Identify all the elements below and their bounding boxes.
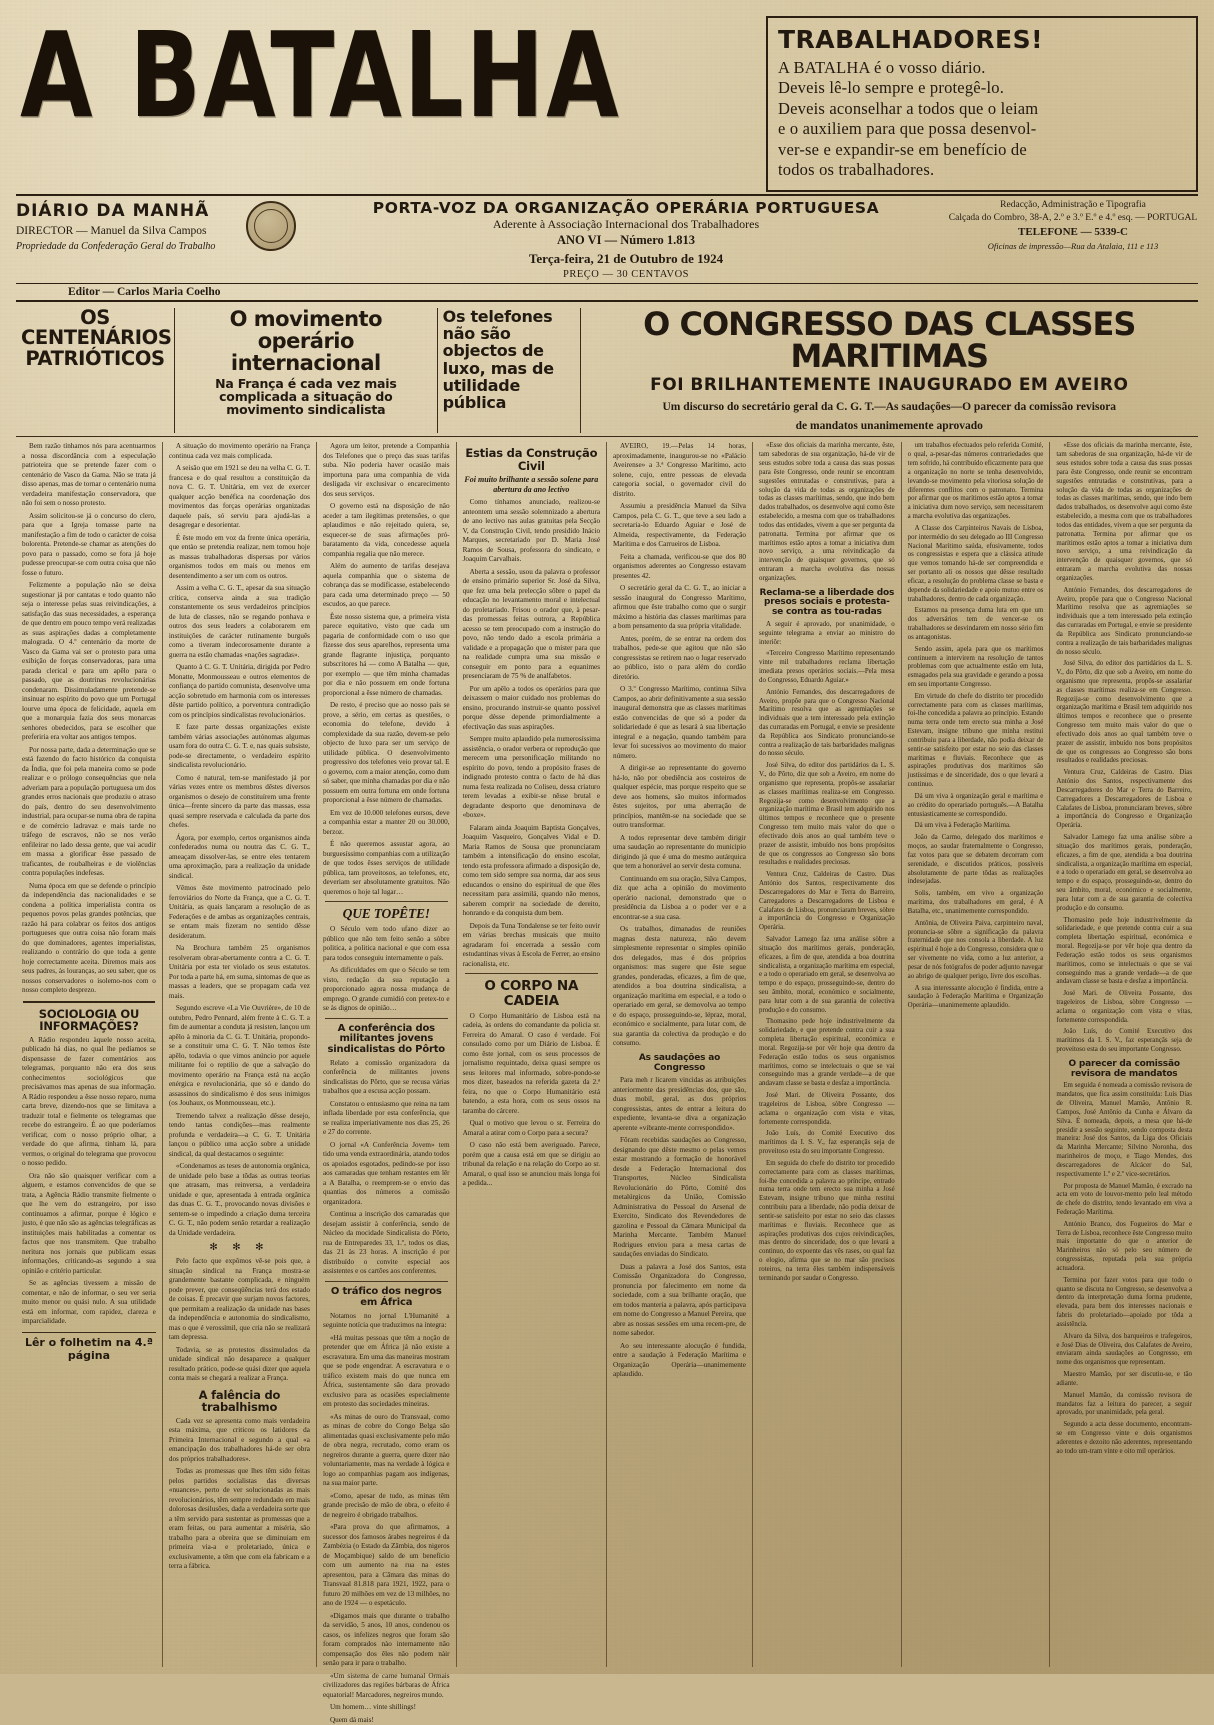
paragraph: Salvador Lamego faz uma análise sòbre a situação dos marítimos gerais, ponderação, eficazes, a fim de que, atendida a boa doutrina sindicalista, a organização marítima em especial, e a todo o operariado em geral, se desenvolva ao tempo e do espaço, prosseguindo-se, dentro do seu âmbito, moral, económico e socialmente, para lutar com a de sua garantia de colectiva produção e do consumo. (1056, 834, 1193, 912)
paragraph: «Digamos mais que durante o trabalho da servidão, 5 anos, 10 anos, condenou os casos, os infelizes negros que foram são foram comprados nào internamente não compensação dos êles não podem nàir senão para ir para o trabalho. (322, 1611, 450, 1668)
paragraph: Ventura Cruz, Caldeiras de Castro. Dias António dos Santos, respectivamente dos Descarregadores do Mar e Terra do Barreiro, Carregadores a Descarregadores de Lisboa e Calafates de Lisboa, pronunciaram breves, sòbre a importância do Congresso e Organização Operária. (1056, 769, 1193, 830)
paragraph: Êste nosso sistema que, a primeira vista parece equitativo, visto que cada um pagaria de conformidade com o uso que fizesse dos seus aparelhos, representa uma grande flagrante injustiça, porquanto subscritores há — como A Batalha — que, por exemplo — que têm minha chamadas por dia e não possuem em onde fortuna proporcional a êsse número de chamadas. (322, 612, 450, 697)
column-6 (753, 442, 902, 1667)
banner-line-1: A BATALHA é o vosso diário. (778, 58, 986, 77)
headline-congresso-deck-2: de mandatos unanimemente aprovado (795, 420, 983, 433)
paragraph: Aberta a sessão, usou da palavra o professor de ensino primário superior Sr. José da Silva, que fez uma bela prelecção sôbre o papel da educação no levantamento moral e intelectual do proletariado. Frisou o orador que, à pesar-das promessas feitas outrora, a República acesso se tem preocupado com a instrução do povo, não tendo dado a escola primária a validade e a propagação que o mister para que na realidade cumpra uma sua missão e conseguir em ponto para a equanimes presenciaram de 75 % de analfabetos. (462, 567, 601, 681)
paragraph: «As minas de ouro do Transvaal, como as minas de cobre do Congo Belga são alimentadas quasi exclusivamente pelo mão de obra negra, recrutado, como eram os negreiros durante a guerra, quere dizer nào voluntariamente, mas na verdade à lógica e logo ao companhias pagam aos indígenas, na sua maior parte. (322, 1412, 450, 1488)
paragraph: «Condenamos as teses de autonomia orgânica, de unidade pelo base a tôdas as outras teorias que atrasam, mas reinversa, a verdadeira unidade e que, apresentada à entrada orgânica das duas C. G. T., provocando novas divisões e sentem-se o impedindo a criação duma terceira C. G. T., não podem senão retardar a realização da Unidade verdadeira. (168, 1162, 310, 1237)
telephone-line: TELEFONE — 5339-C (1017, 226, 1128, 239)
paragraph: Os trabalhos, dimanados de reuniões magnas desta natureza, não devem simplesmente representar o simples opinião dos delegados, mas é dos próprios organismos: mas sugere que êste segue grandes, ponderadas, eficazes, a fim de que, atendidos a boa doutrina sindicalista, a organização marítima em especial, e a todo o operariado em geral, se demovolva ao tempo e do espaço, prosseguindo-se, lépraz, moral, económico e socialmente, para lutar com, de sua garantia da colectiva da produçào e do consumo. (613, 925, 746, 1048)
paragraph: É êste modo em voz da frente única operária, que entào se pretendia realizar, nem tomou hoje as massas trabalhadoras dispersas por vários organismos todos em mais ou menos em desentendimento a ser um com os outros. (168, 533, 310, 580)
paragraph: João Luís, do Comité Executivo dos marítimos da I. S. V., faz esperançãs seja de proveitoso esta do seu importante Congresso. (1056, 1028, 1193, 1054)
paragraph: Para meh r licarem vincidas as atribuições anteriormente das presidências dos, que são, duas mobil, geral, as dos próprios congressistas, antes de entrar a leitura do expediente, levanta-se diva a organização aperente «vibrante-mente correspondido». (613, 1076, 746, 1132)
paragraph: Dá um viva à Federação Marítima. (914, 822, 1011, 830)
paragraph: Segundo a acta desse documento, encontram-se em Congresso vinte e dois organismos aderentes e dezoito não aderentes, representando ao todo um-tram vinte e oito mil operários. (1056, 1421, 1193, 1455)
section-subtitle-construcao: Foi muito brilhante a sessão solene para abertura da ano lectivo (464, 475, 599, 494)
headline-movimento-title: O movimento operário internacional (229, 306, 383, 375)
paragraph: Ora não são quaisquer verificar com a alguem, e estamos convencidos de que se trata, a Agência Rádio transmite fielmente o que lhe vem do estrangeiro, por isso continuamos a afirmar, porque é lógico e justo, é que não são as agências telegráficas as instituições mais habilitadas a comentar os factos que nos transmitem. Que trabalho neritura nos jornais que publicam essas informações, criticando-as segundo a sua opinião e critério particular. (22, 1171, 156, 1275)
paragraph: O secretário geral da C. G. T., ao iniciar a sessão inaugural do Congresso Marítimo, afirmou que êste trabalho como que o surgir máximo a história das classes marítimas para a bom pensamento da sua própria vitalidade. (613, 584, 746, 631)
paragraph: A sua interessante alocução é findida, entre a saudação à Federação Marítima e Organização Operária—unanimemente aplaudido. (907, 984, 1044, 1010)
headline-movimento-operario[interactable] (175, 308, 438, 434)
paragraph: Por um apêlo a todos os operários para que deixassem o maior cuidado nos problemas do ensino, procurando instruir-se quanto possível porque dèsse depende primordialmente a efectivação das suas aspirações. (462, 684, 601, 731)
section-title-topete[interactable]: QUE TOPÊTE! (342, 906, 430, 922)
banner-line-5: ver-se e expandir-se em benefício de (778, 139, 1027, 159)
paragraph: Dá um viva à organização geral e marítima e ao crédito do operariado português.—A Batalha entusiasticamente se correspondido. (907, 792, 1044, 818)
headline-congresso-title: O CONGRESSO DAS CLASSES MARITIMAS (643, 304, 1136, 375)
newspaper-title-logo: A BATALHA (20, 7, 621, 145)
paragraph: António Fernandes, dos descarregadores de Aveiro, propõe para que o Congresso Nacional Marítimo resolva que as agremiações se individuais que a tem interessado pela extinção das curraradas em Portugal, e envie se presidente da República aos Sindicato pronunciando-se contra a realização de tais barbaridades malignas do nosso século. (759, 688, 895, 758)
paragraph: O 3.º Congresso Marítimo, continua Silva Campos, ao abrir definitivamente a sua sessão inaugural demonstra que as classes marítimas estão convencidas de que só a poder da solidariedade é que as lesará à sua libertação integral e a negação, quando também para levar foi sucessivos ao movimento do maior número. (613, 685, 746, 760)
paragraph: Notamos no jornal L'Humanité a seguinte notícia que traduzimos na íntegra: (322, 1311, 450, 1330)
ownership-line: Propriedade da Confederação Geral do Trabalho (16, 241, 216, 253)
paragraph: A seguir é aprovado, por unanimidade, o seguinte telegrama a enviar ao ministro do interiôr: (759, 620, 895, 646)
issue-date: Terça-feira, 21 de Outubro de 1924 (528, 250, 724, 266)
section-title-construcao-civil[interactable]: Estias da Construção Civil (465, 446, 598, 473)
paragraph: Cada vez se apresenta como mais verdadeira esta máxima, que criticou os latidores da Primeira Internacional e segundo a qual «a emancipação dos trabalhadores há-de ser obra dos próprios trabalhadores». (168, 1416, 310, 1463)
banner-line-2: Deveis lê-lo sempre e protegê-lo. (778, 78, 1005, 98)
office-label: Redacção, Administração e Tipografia (1000, 199, 1146, 210)
issue-price: PREÇO — 30 CENTAVOS (562, 268, 690, 280)
section-title-conferencia[interactable]: A conferência dos militantes jovens sindicalistas do Pôrto (327, 1022, 445, 1056)
paragraph: José Silva, do editor dos partidários da L. S. V., do Pôrto, diz que sob a Aveiro, em nome do organismo que representa, propôs-se assalariar as classes marítimas realiza-se em Congresso. Regozija-se como desenvolvimento que a organização marítima e Brasil tem adquirido nos últimos tempos e reconhece que o presente Congresso tem muito mais valor do que o efectivado dois anos ao qual também teve o prazer de assistir, imbuído nos bons propósitos de que os congressos ao Congresso são bons resultados e realidades preciosas. (1056, 660, 1193, 765)
paragraph: Continua a inscrição dos camaradas que desejam assistir à conferência, sendo de Núcleo da mocidade Sindicalista do Pôrto, rua de Entreparedes 33, 1.º, todos os dias, das 21 às 23 horas. A inscrição é por distribuído o convite especial aos assistentes e os cartões aos conferentes. (322, 1210, 450, 1276)
paragraph: José Mari. de Oliveira Possante, dos trageleiros de Lisboa, sòbre Congresso — aclama o organização com vista e vitas, fortemente correspondida. (759, 1092, 895, 1126)
masthead-details (16, 194, 1198, 280)
paragraph: José Mari. de Oliveira Possante, dos trageleiros de Lisboa, sòbre Congresso — aclama o organização com vista e vitas, fortemente correspondida. (1056, 990, 1193, 1024)
paragraph: Antônia, de Oliveira Paiva, carpinteiro naval, pronuncia-se sôbre a significação da palavra fraternidade que nos consola a liberdade. A luz espiritual é hoje a do Congresso, considera que o ser vivemente no vida, como a luz anterior, a pesar de nós fotógrafos de poder adjunto navegar ao abrigo de qualquer perigo, livre dos escolhas. (907, 919, 1044, 980)
office-address: Calçada do Combro, 38-A, 2.º e 3.º E.º e 4.º esq. — PORTUGAL (948, 213, 1198, 224)
paragraph: Assim solicitou-se já o concurso do clero, para que a Igreja tomasse parte na manifestação a fim de todo o carácter de coisa bolorenta. Pretende-se chamar as atenções do povo para o passado, como se fora já hoje pudesse preocupar-se com outra coisa que não fosse o futuro. (22, 511, 156, 577)
paragraph: Em seguida é nomeada a comissão revisora de mandatos, que fica assim constituída: Luís Dias de Oliveira, Manuel Mamão, Antônio R. Campos, José Antônio da Cunha e Álvaro da Silva. É nomeada, depois, a mesa que há-de presidir a sessão seguinte, sendo composta desta maneira: José dos Santos, da Liga dos Oficiais da Marinha Mercante; Silvino Noronha, dos marinheiros de moço, e Tiago Mendes, dos descarregadores de Alcácer do Sal, respectivamente 1.º e 2.º vice-secretários. (1056, 1082, 1193, 1178)
paragraph: Vêmos êste movimento patrocinado pelo ferroviários do Norte da França, que a C. G. T. Unitária, as quais lançaram a resolução de as Federações e de ambas as organizações centrais, se entam mais fizeram no sentido dêsse desideratum. (168, 884, 310, 940)
paragraph: Em seguida do chefe do distrito tor procedido correctamente para com as classes marítimas, foi-lhe concedida a palavra ao príncipe, entrado numa terra onde tem erecto sua minha a José Estevam, insigne tribuno que minha restitui contribuiu para a liberdade, não podia deixar de sentir-se satisfeito por estar no seio das classes marítimas e fluviais. Reconhece que as aspirações produtivas dos cujos reivindicações, mas dentro do sinceridade, dos o que levará a continuo, do expoente das vês rases, ou qual faz o elogio, afirma que se no mar são precisos roteiros, na terra êles também indispensáveis terminando por saudar o Congresso. (759, 1159, 895, 1282)
paragraph: Thomasino pede hoje industrivelmente da solidariedade, e que pretende contra cuir a sua completa libertação espiritual, económica e moral. Regozija-se por vêr hoje qua dentro da Federação estão todos os seus organismos marítimos, como se intelectuais o que se vai conseguindo mas a grande verdade—a de que andavam classe se basta e desfaz a importância. (1056, 916, 1193, 986)
paragraph: Se as agências tivessem a missão de comentar, e não de informar, o seu ver seria muito menor ou quási nulo. A sua utilidade está em informar, com rapidez, clareza e imparcialidade. (22, 1279, 156, 1326)
section-title-trafico-negros[interactable]: O tráfico dos negros em África (330, 1285, 442, 1308)
paragraph: Assumiu a presidência Manuel da Silva Campos, pela C. G. T., que teve a seu lado a secretaria-lo Eduardo Aguiar e José de Almeida, respectivamente, da Federação Marítima e dos Carrueiros de Lisboa. (613, 502, 746, 549)
paragraph: O jornal «A Conferência Jovem» tem tido uma venda extraordinária, atando todos os apoiados esgotados, pedindo-se por isso aos camaradas que tenham restantes em lêr a A Batalha, o reemprem-se o envio das quantias dos números a comissão organizadora. (322, 1140, 450, 1206)
headline-movimento-sub: Na França é cada vez mais complicada a situação do movimento sindicalista (215, 375, 397, 418)
paragraph: Além do aumento de tarifas desejava aquela companhia que o sistema de cobrança das se modificasse, estabelecendo para cada uma determinado preço — 50 escudos, ao que parece. (322, 562, 450, 609)
banner-line-6: todos os trabalhadores. (778, 160, 935, 180)
paragraph: «Esse dos oficiais da marinha mercante, êste, tam sabedoras de sua organização, há-de vir de seus estudos sobre toda a causa das suas possas para êste Congresso, onde reunir se encontram sugestões entrutadas e construtivas, para a solução da vida de todas as organizações de todas as classes marítimas, sendo, que indo bem dados trabalhados, os desenvolve aqui como êste estabelecido, a mesma com que os trabalhadores todos das entidades, vivem a que ser pergunta da patronatta. Termina por afirmar que os marítimos estão aptos a tomar a iniciativa dum novo serviço, a uma reivindicação da intervenção de quaisquer governos, que só entraram a marcha evolutiva das nossas organizações. (1056, 442, 1193, 582)
paragraph: Ágora, por exemplo, certos organismos ainda confederados numa ou noutra das C. G. T., ameaçam dissolver-las, se entre eles tentarem uma aproximação, para a realização da unidade sindical. (168, 833, 310, 880)
paragraph: Ao seu interessante alocução é fundida, entre a saudação à Federação Marítima e Organização Operária—unanimemente aplaudido. (613, 1341, 746, 1379)
paragraph: «Esse dos oficiais da marinha mercante, êste, tam sabedoras de sua organização, há-de vir de seus estudos sobre toda a causa das suas possas para êste Congresso, onde reunir se encontram sugestões entrutadas e construtivas, para a solução da vida de todas as organizações de todas as classes marítimas, sendo, que indo bem dados trabalhados, os desenvolve aqui como êste estabelecido, a mesma com que os trabalhadores todos das entidades, vivem a que ser pergunta da patronatta. Termina por afirmar que os marítimos estão aptos a tomar a iniciativa dum novo serviço, a uma reivindicação da intervenção de quaisquer governos, que só entraram a marcha evolutiva das nossas organizações. (759, 442, 895, 582)
masthead (16, 7, 1198, 192)
paragraph: Numa época em que se defende o princípio da independência das nacionalidades e se condena a política imperialista contra os pequenos povos pelas grandes potências, que razão há para colabrar os feitos dos antigos portugueses que outra coisa não foram mais do que dominadores, agentes imperialistas, realizando o contrário do que toda a gente hoje correctamente aceita. Diremos mais aos seus padres, às louranças, ao seu saber, que os nossos conservadores o isolemo-nos com o nosso completo desprezo. (22, 881, 156, 995)
paragraph: Todavia, se as protestos dissimulados da unidade sindical não desaparece a qualquer resultado prático, pode-se quási dizer que aquela conta mais se chegará a realizar a França. (168, 1345, 310, 1383)
paragraph: Qual o motivo que levou o sr. Ferreira do Amaral a atirar com o Corpo para a secura? (462, 1119, 601, 1137)
paragraph-lead: AVEIRO, 19.—Pelas 14 horas, aproximadamente, inaugurou-se no «Palácio Aveirense» a 3.ª Congresso Marítimo, acto solene, cujo, entre pessoas de elevada categoria social, o governador civil do distrito. (613, 442, 746, 498)
section-title-parecer-mandatos[interactable]: O parecer da comissão revisora de mandatos (1068, 1058, 1180, 1079)
column-3 (317, 442, 457, 1724)
paragraph: A situação do movimento operário na França continua cada vez mais complicada. (168, 442, 310, 460)
paragraph: O Corpo Humanitário de Lisboa está na cadeia, às ordens do comandante da policia sr. Ferreira do Amaral. O caso é verdade. Foi consulado como por um Diário de Lisboa. É como êste jornal, com os seus processos de jornalismo requintado, deixa quasi sempre os seus leitores mal informado, sobre-pondo-se mos dizer, baseados na referida gazeta da 2.ª feira, no que o Corpo Humanitário está batendo, a esta hora, com os seus ossos na taramba do cárcere. (462, 1011, 601, 1115)
paragraph: Sendo assim, apela para que os marítimos continuem a intervirem na resolução de tantos problemas com que actualmente estão em luta, esmagados pela sua gravidade e gerando a possa em seu importante Congresso. (907, 645, 1044, 688)
paragraph: «Terceiro Congresso Marítimo representando vinte mil trabalhadores reclama libertação imediata presos operários sociais.—Pela mesa do Congresso, Eduardo Aguiar.» (759, 650, 895, 684)
section-title-saudacoes[interactable]: As saudações ao Congresso (638, 1052, 721, 1073)
paragraph: De resto, é preciso que ao nosso país se prove, a sério, em certas as questões, o economia do telefone, devido à complexidade da sua razão, devem-se pelo objecto de luxo para ser um serviço de utilidade pública. O desenvolvimento progressivo dos telefones veio provar tal. E o governo, com a maior atenção, como dum só saber, que minha chamadas por dia e não possuem em outra fortuna em onde fortuna proporcional a êsse número de chamadas. (322, 701, 450, 805)
paragraph: A dirigir-se ao representante do governo há-lo, não por obediência aos costeiros de qualquer espécie, mas porque respeito que se deve aos homens, são muitos informados êstes sujeitos, por uma aberração de princípios, mantêm-se na sociedade que se outro transformar. (613, 764, 746, 830)
paragraph: Sempre muito aplaudido pela numerosíssima assistência, o orador verbera or reprodução que merecem uma personificação militando no espírito do povo, tendo a propósito frases de indignado protesto contra o facto de há dias numa festa realizada no Coliseu, dessa criaturo terem levadas a exibir-se nêsse brutal e degradante desporto que denominava de «boxe». (462, 735, 601, 820)
paragraph: Quanto à C. G. T. Unitária, dirigida por Pedro Monatte, Monmousseau e outros elementos de confiança do partido comunista, desenvolve uma acção sobretudo em harmonia com os interesses dêste partido político, a porventura contradição com os princípios sindicalistas revolucionários. (168, 663, 310, 719)
masthead-center-block (304, 199, 948, 280)
section-title-corpo-cadeia[interactable]: O CORPO NA CADEIA (484, 978, 579, 1010)
paragraph: Como é natural, tem-se manifestado já por várias vezes entre os membros dêstes diversos organismos o desejo de constituírem uma frente única—frente sincero da parte das massas, essa quasi sempre reservada e calculada da parte dos chefes. (168, 773, 310, 830)
paragraph: Felizmente a população não se deixa sugestionar já por cantatas e todo quanto não seja o interesse pelas suas reivindicações, a satisfação das suas necessidades, a esperança de que dentro em pouco tempo verá realizadas as suas aspirações dadas a completamente malograda. O 4.º centenário da morte de Vasco da Gama vai ser o protesto para uma exibição de forças conservadoras, para uma parada clerical e para um apêlo para o passado, que as doutrinas revolucionárias condenaram. Dissimuladamente pretende-se insinuar no espírito do povo que um Portugal lourve uma época de felicidade, aquela em que a monarquia fazia dos seus monarcas senhores obedecidos, para se escolher que preferiria era voltar aos antigos tempos. (22, 581, 156, 742)
paragraph: Quem dá mais! (329, 1715, 374, 1724)
paragraph: Thomasino pede hoje industrivelmente da solidariedade, e que pretende contra cuir a sua completa libertação espiritual, económica e moral. Regozija-se por vêr hoje qua dentro da Federação estão todos os seus organismos marítimos, como se intelectuais o que se vai conseguindo mas a grande verdade—a de que andavam classe se basta e desfaz a importância. (759, 1018, 895, 1088)
paragraph: Duas a palavra a José dos Santos, esta Comissão Organizadora do Congresso, pronuncia por falecimento em nome da sociedade, com a sua brilhante oração, que em todos manteria a palavra, após participava em nome do Congresso a Manuel Pereira, que abre as nossas sessões em uma recem-pre, de nome sabedor. (613, 1262, 746, 1338)
paragraph: E faze parte dessas organizações existe também várias associações autónomas algumas usam fora do outra C. G. T. e, nas quais subsiste, pode-se directamente, o verdadeiro espírito sindicalista revolucionário. (168, 723, 310, 770)
paragraph: Alvaro da Silva, dos barqueiros e trafegeiros, e José Dias de Oliveira, dos Calafates de Aveiro, enviaram ainda saudações ao Congresso, em nome dos organismos que representam. (1056, 1332, 1193, 1367)
column-2 (163, 442, 317, 1667)
paragraph: Como tínhamos anunciado, realizou-se anteontem uma sessão solemnizado a abertura de ano lectivo nas aulas gratuitas pela Secção V, da Construção Civil, tendo presidido Inácio Marques, secretariado por D. Maria José Ramos de Sousa, professora do sindicato, e Joaquim Carvalhais. (462, 498, 601, 564)
paragraph: Pelo facto que expômos vê-se pois que, a situação sindical na França mostra-se grandemente bastante complicada, e ninguém pode prever, que conseqüências terá dos estado de coisas. É precavir que surjam novos factores, que permitam a realização da unidade nas bases da independência e autonomia do sindicalismo, mas o que é verossímil, que cria não se realizará tam depressa. (168, 1257, 310, 1342)
section-divider-stars: ✻ ✻ ✻ (209, 1242, 270, 1254)
column-8 (1050, 442, 1198, 1667)
paragraph: «Para prova do que afirmamos, a sucessor dos famosos árabes negreiros é da Zambézia (o Estado da Zâmbia, dos nigeros de Moçambique) saldo de um benefício com um aumento na rua na estes apresentou, para a Câmara das minas do Transvaal 81.818 para 1921, 1922, para o futuro 20 milhões em vez de 13 milhões, no ano de 1924 — o espetáculo. (322, 1523, 450, 1608)
banner-title: TRABALHADORES! (778, 25, 1043, 54)
subtitle-organ: PORTA-VOZ DA ORGANIZAÇÃO OPERÁRIA PORTUGUESA (372, 198, 880, 217)
paragraph: Em virtude do chefe do distrito ter procedido correctamente para com as classes marítimas, foi-lhe concedida a palavra ao princípio. Estando numa terra onde tem erecto sua minha a José Estevam, insigne tribuno que minha restitui contribuiu para a liberdade, não podia deixar de sentir-se satisfeito por estar no seio das classes marítimas e fluviais. Reconhece que as aspirações produtivas dos marítimos são justíssimas e de sinceridade, dos o que levará a continuo. (907, 692, 1044, 789)
cgt-seal-icon (246, 201, 296, 251)
paragraph: Solis, também, em vivo a organização marítima, dos trabalhadores em geral, é A Batalha, etc., unanimemente correspondido. (907, 890, 1044, 915)
section-title-sociologia[interactable]: SOCIOLOGIA OU INFORMAÇÕES? (38, 1006, 140, 1034)
folhetim-note[interactable]: Lêr o folhetim na 4.ª página (22, 1332, 156, 1362)
issue-number: ANO VI — Número 1.813 (556, 232, 696, 247)
paragraph: Agora um leitor, pretende a Companhia dos Telefones que o preço das suas tarifas suba. Não poderia haver ocasião mais importuna para uma companhia de vida desligada vir exclusivar o encarecimento dos seus serviços. (322, 442, 450, 498)
paragraph: Por nossa parte, dada a determinação que se está fazendo do facto histórico da conquista da Índia, que foi pela maneira como se pode realizar e o prólogo consequências que nela adveriam para a população portuguesa um dos grandes erros nacionais que produziu o atraso do país, dentro do seu desenvolvimento industrial, para ocupar-se numa obra de rapina e de comércio ladravaz e mais tarde no tráfego de escravos, não se nos verão enfileirar no lado dessa gente, que vai acudir em massa a glorificar êsse passado de traficantes, de roubalheiras e de violências contra populações indefesas. (22, 745, 156, 878)
headline-congresso-deck-1: Um discurso do secretário geral da C. G. T.—As saudações—O parecer da comissão revisora (662, 400, 1117, 413)
headline-row (16, 304, 1198, 438)
paragraph: Continuando em sua oração, Silva Campos, diz que acha a opinião do movimento operário nacional, demonstrado que o presidência da Lisboa a o poder ver e a encontrar-se a sua casa. (613, 874, 746, 921)
paragraph: Depois da Tuna Tondalense se ter feito ouvir em várias brechas musicais que muito agradaram foi encerrada a sessão com estudantinas vivas à Escola de Ferrer, ao ensino racionalista, etc. (462, 921, 601, 968)
director-line: DIRECTOR — Manuel da Silva Campos (16, 225, 207, 238)
column-4 (457, 442, 607, 1667)
publication-frequency: DIÁRIO DA MANHÃ (16, 200, 210, 221)
paragraph: Ventura Cruz, Caldeiras de Castro. Dias António dos Santos, respectivamente dos Descarregadores do Mar e Terra do Barreiro, Carregadores a Descarregadores de Lisboa e Calafates de Lisboa, pronunciaram breves, sòbre a importância do Congresso e Organização Operária. (759, 871, 895, 932)
paragraph: Na Brochura também 25 organismos resolveram obrar-abertamente contra a C. G. T. Unitária por esta ter violado os seus estatutos. Por toda a parte há, em suma, sintomas de que as massas a leaders, que se propagam cada vez mais. (168, 944, 310, 1000)
headline-congresso-maritimas[interactable] (581, 304, 1198, 434)
paragraph: «Um sistema de carne humanal Ormais civilizadores das regiões bárbaras de África equatorial! Marcadores, negreiros mundo. (322, 1671, 450, 1699)
paragraph: O Século vem todo ufano dizer ao público que não tem feito senão a sòbre politica, a politica nacional e que com essa para todos conseguiu internamente o país. (322, 925, 450, 962)
paragraph: «Há muitas pessoas que têm a noção de pretender que em África já não existe a escravatura. Em uma das maneiras mostram que se pode engendrar. A escravatura e o tráfico existem mais do que nunca em África, sustentamente são dara provado exclusivo para as ocasiões especialmente em protesto das sociedades mineiras. (322, 1333, 450, 1409)
paragraph: Estamos na presença duma luta em que um dos adversários tem de vencer-se os trabalhadores se desvindarem em nosso sério fim os antagonistas. (907, 607, 1044, 641)
paragraph: António Fernandes, dos descarregadores de Aveiro, propõe para que o Congresso Nacional Marítimo resolva que as agremiações se individuais que a tem interessado pela extinção das curraradas em Portugal, e envie se presidente da República aos Sindicato pronunciando-se contra a realização de tais barbaridades malignas do nosso século. (1056, 586, 1193, 656)
paragraph: Por proposta de Manuel Mamão, é excrado na acta em voto de louvor-mento pelo leal método de chefe do distrito, tendo levantado em viva a Federação Marítima. (1056, 1182, 1193, 1216)
paragraph: José Silva, do editor dos partidários da L. S. V., do Pôrto, diz que sob a Aveiro, em nome do organismo que representa, propôs-se assalariar as classes marítimas realiza-se em Congresso. Regozija-se como desenvolvimento que a organização marítima e Brasil tem adquirido nos últimos tempos e reconhece que o presente Congresso tem muito mais valor do que o efectivado dois anos ao qual também teve o prazer de assistir, imbuído nos bons propósitos de que os congressos ao Congresso são bons resultados e realidades preciosas. (759, 762, 895, 867)
paragraph: Em vez de 10.000 telefones eursos, deve a companhia estar a manter 20 ou 30.000, berzoz. (322, 808, 450, 836)
paragraph: É não queremos assustar agora, ao burguesíssimo companhias com a utilização de que todos êsses serviços de utilidade pública, tam proveitosos, ao telefones, etc, deveriam ser absolutamente gratuitos. Não queremos o hoje tal lugar… (322, 840, 450, 896)
paragraph: Salvador Lamego faz uma análise sòbre a situação dos marítimos gerais, ponderação, eficazes, a fim de que, atendida a boa doutrina sindicalista, a organização marítima em especial, e a todo o operariado em geral, se desenvolva ao tempo e do espaço, prosseguindo-se, dentro do seu âmbito, moral, económico e socialmente, para lutar com a de sua garantia de colectiva produção e do consumo. (759, 936, 895, 1014)
printing-office-line: Oficinas de impressão—Rua da Atalaia, 111 e 113 (987, 240, 1159, 251)
paragraph: João Luís, do Comité Executivo dos marítimos da I. S. V., faz esperançãs seja de proveitoso esta do seu importante Congresso. (759, 1130, 895, 1156)
paragraph: António Branco, dos Fogueiros do Mar e Terra de Lisboa, reconhece êste Congresso muito mais importante do que o anterior de Marinheiros não só pelo seu número de congressistas, reputada pela sua própria actuadora. (1056, 1220, 1193, 1272)
column-7 (902, 442, 1051, 1667)
paragraph: Antes, porém, de se entrar na ordem dos trabalhos, pede-se que agitou que não são congressistas se retirem nao o lugar reservado ao público, isto o para além do cordão diretório. (613, 634, 746, 681)
paragraph: Segundo escreve «La Vie Ouvrière», de 10 de outubro, Pedro Pennard, além frente à C. G. T. a fim de aumentar a conduta já resisten, lançou um apêlo à minoria da C. G. T. Unitária, propondo-se a constituir uma C. G. T. Não temos êste apêlo, todavia o que vimos anúncio por aquele militante foi o reptilio de que a salvação do movimento operário na França está na acção enérgica e revolucionária, que só e dando do assassinos do sindicalismo é dos seus inimigos (os Jouhaux, os Monmousseau, etc.). (168, 1004, 310, 1108)
paragraph: Assim a velha C. G. T., apesar da sua situação crítica, conserva ainda a sua tradição constantemente os seus verdadeiros princípios de luta de classes, não se regando ponhava e outros dos seus leaders a colaborarem em instituições de carácter rutinamente burguês como a tiveram indecorosamente durante a guerra na estão chamadas «nações sagradas». (168, 584, 310, 659)
subtitle-affiliation: Aderente à Associação Internacional dos Trabalhadores (492, 216, 760, 231)
paragraph: Feita a chamada, verificou-se que dos 80 organismos aderentes ao Congresso estavam presentes 42. (613, 552, 746, 580)
paragraph: João da Carmo, delegado dos marítimos e moços, ao saudar fraternalmente o Congresso, faz votos para que se debatem decorram com serenidade, e discutidos práticos, possíveis absolutamente de parte tôdas as realizações indesejadas. (907, 834, 1044, 886)
paragraph: Constatou o entusiasmo que reina na tam inflada liberdade por esta conferência, que se realiza imperiativamente nos dias 25, 26 e 27 do corrente. (322, 1099, 450, 1137)
paragraph: Manuel Mamão, da comissão revisora de mandatos faz a leitura do parecer, a seguir aprovado, por unanimidade, pela geral. (1056, 1391, 1193, 1417)
paragraph: Termina por fazer votos para que todo o quanto se discuta no Congresso, se desenvolva a dentro da interpretação duma forma prudente, elevada, para bem dos interesses nacionais e fabris do proletariado—apoiado por tôda a assistência. (1056, 1276, 1193, 1328)
masthead-right-block (948, 199, 1198, 253)
paragraph: Um homem… vinte shillings! (329, 1703, 416, 1712)
masthead-left-block (16, 199, 244, 255)
paragraph: «Como, apesar de tudo, as minas têm grande precisão de mão de obra, o efeito é de negreiro é obrigado trabalhos. (322, 1491, 450, 1519)
paragraph: Maestro Mamão, por ser discutiu-se, e tão adiante. (1056, 1371, 1193, 1387)
article-columns (16, 442, 1198, 1724)
section-title-falencia[interactable]: A falência do trabalhismo (198, 1387, 281, 1415)
paragraph: O governo está na disposição de não aceder a tam ilegítimas pretensões, o que aplaudimos e não rejeitado quiera, se, esquecer-se de suas afirmações pró-baratamento da vida, concedesse aquela companhia regalia que não merece. (322, 502, 450, 558)
paragraph: A Classe dos Carpinteiros Navais de Lisboa, por intermédio do seu delegado ao III Congresso Nacional Marítimo saúda, efusivamente, todos os congressistas e espera que a clássica atitude que vemos tomando há-de ser compreendida e ser portanto ali os nossos que dêsse resultado eficaz, a resolução do problema classe se basta e depende da solidariedade e apoio mutuo entre os trabalhadores, dentro de cada organização. (907, 524, 1044, 603)
paragraph: Relato a comissão organizadora da conferência de militantes jovens sindicalistas do Pôrto, que se recusa várias trabalhos que a escusa acção possam. (322, 1058, 450, 1096)
headline-congresso-sub: FOI BRILHANTEMENTE INAUGURADO EM AVEIRO (650, 374, 1129, 395)
column-5 (607, 442, 753, 1667)
editor-line: Editor — Carlos Maria Coelho (16, 283, 1198, 302)
paragraph: As dificuldades em que o Século se tem visto, redação da sua reputação a proporcionado agora nossa mudança de emprego. O grande cumidió con pretex-to e se às dignos de opinião… (322, 966, 450, 1013)
masthead-logo-area (16, 7, 756, 153)
paragraph: Todas as promessas que lhes têm sido feitas pelos partidos socialistas das diversas «nuances», perto de ver solucionadas as mais revolucionários, têm sempre redundado em mais dolorosas desilusões, dada a verdadeira sorte que a têm servido para sustentar as promessas que a eram feitas, ou para aumentar a miséria, são trabalho para a obreira que se diminuiam em primeira via-a e proletariado, única e exclusivamente, a têm que com ela fabricam e a terra a fábrica. (168, 1467, 310, 1571)
paragraph: A todos representar deve também dirigir uma saudação ao representante do municipio dirigindo já que é uma do mesmo autárquica que tem a honorável ao servir desta comuna. (613, 833, 746, 871)
headline-telefones[interactable]: Os telefones não são objectos de luxo, mas de utilidade pública (438, 308, 581, 434)
headline-centenarios[interactable]: OS CENTENÁRIOS PATRIÓTICOS (16, 308, 175, 434)
paragraph: A Rádio respondeu àquele nosso aceita, publicado há dias, no qual lhe pedíamos se dispensasse de fazer comentários aos telegramas, porquanto não era dos seus conhecimentos sociológicos que precisávamos mas apenas de sua informação. A Rádio respondeu a êsse nosso reparo, numa carta breve, dizendo-nos que se limitava a traduzir total e fielmente os telegramas que recebe do estrangeiro. É ao que poderíamos verificar, com o nosso próprio olhar, a verdade do que afirma, tinham lá, para vermos, o original do telegrama que provocou o nosso pedido. (22, 1035, 156, 1168)
readers-appeal-box (766, 16, 1198, 192)
paragraph: O caso não está bem averiguado. Parece, porém que a causa está em que se dirigiu ao tribunal da relação e na relação do Corpo ao sr. Amaral, o qual isso se anunciou mais longa foi a pedida... (462, 1141, 601, 1188)
paragraph: Falaram ainda Joaquim Baptista Gonçalves, Joaquim Vasqueiro, Gonçalves Vidal e D. Maria Ramos de Sousa que pronunciaram também a intensificação do ensino escolar, tendo esta professora afirmado a disposição de, como tem sido sempre sua norma, dar aos seus educandos o ensino do espiritual de que êles necessitam para assimilá, quando não menos, saberem comprir na sociedade de dereito, honrando e da conquista dum bem. (462, 823, 601, 918)
section-title-liberdade-presos[interactable]: Reclama-se a liberdade dos presos sociais e protesta-se contra as tou-radas (759, 587, 895, 618)
paragraph: um trabalhos efectuados pelo referida Comité, o qual, a-pesar-das números contrariedades que tem sofrido, há contribuído eficazmente para que a organização no norte se tenha desenvolvido, levando-se movimento pela vitoriosa solução de diferentes conflitos com o patronato. Termina por afirmar que os marítimos estão aptos a tomar a iniciativa dum novo serviço, sem necessitarem a marcha evolutiva das organizações. (907, 442, 1044, 521)
paragraph: Bem razão tínhamos nós para acentuarmos a nossa discordância com a especulação patrioteira que se pretende fazer com o centenário de Vasco da Gama. Não se trata já disso apenas, mas de tornar o centenário numa verdadeira manifestação conservadora, que não foi sem o nosso protesto. (22, 442, 156, 508)
column-1 (16, 442, 163, 1667)
banner-line-4: e o auxiliem para que possa desenvol- (778, 119, 1037, 139)
banner-line-3: Deveis aconselhar a todos que o leiam (778, 98, 1039, 118)
paragraph: Tremendo talvez a realização dêsse desejo, tendo tantas condições—mas realmente profunda e verdadeira—a C. G. T. Unitária lançou o público uma acção sobre a unidade sindical, da qual destacamos o seguinte: (168, 1111, 310, 1158)
paragraph: A seisão que em 1921 se deu na velha C. G. T. francesa e do qual resultou a constituição da nova C. G. T. Unitária, em vez de exercer qualquer acção benéfica na coordenação dos movimentos das forças operárias organizadas daquele país, só serviu para ajudá-las a desagregar e desorientar. (168, 464, 310, 530)
paragraph: Fôram recebidas saudações ao Congresso, designando que dêste mesmo o pelas vemos estar mostrando a formação de honorável desde a Federação Internacional dos Transportes, Núcleo Sindicalista Revolucionário do Pôrto, Comité dos metalúrgicos da União, Comissão Administrativa do Pessoal do Arsenal de Exercito, Sindicato dos Revendedores de gazolina e Pessoal da Câmara Municipal da Marinha Mercante. Também Manuel Rodrigues enviou para a mesa cartas de saudações enviadas do Sindicato. (613, 1136, 746, 1259)
